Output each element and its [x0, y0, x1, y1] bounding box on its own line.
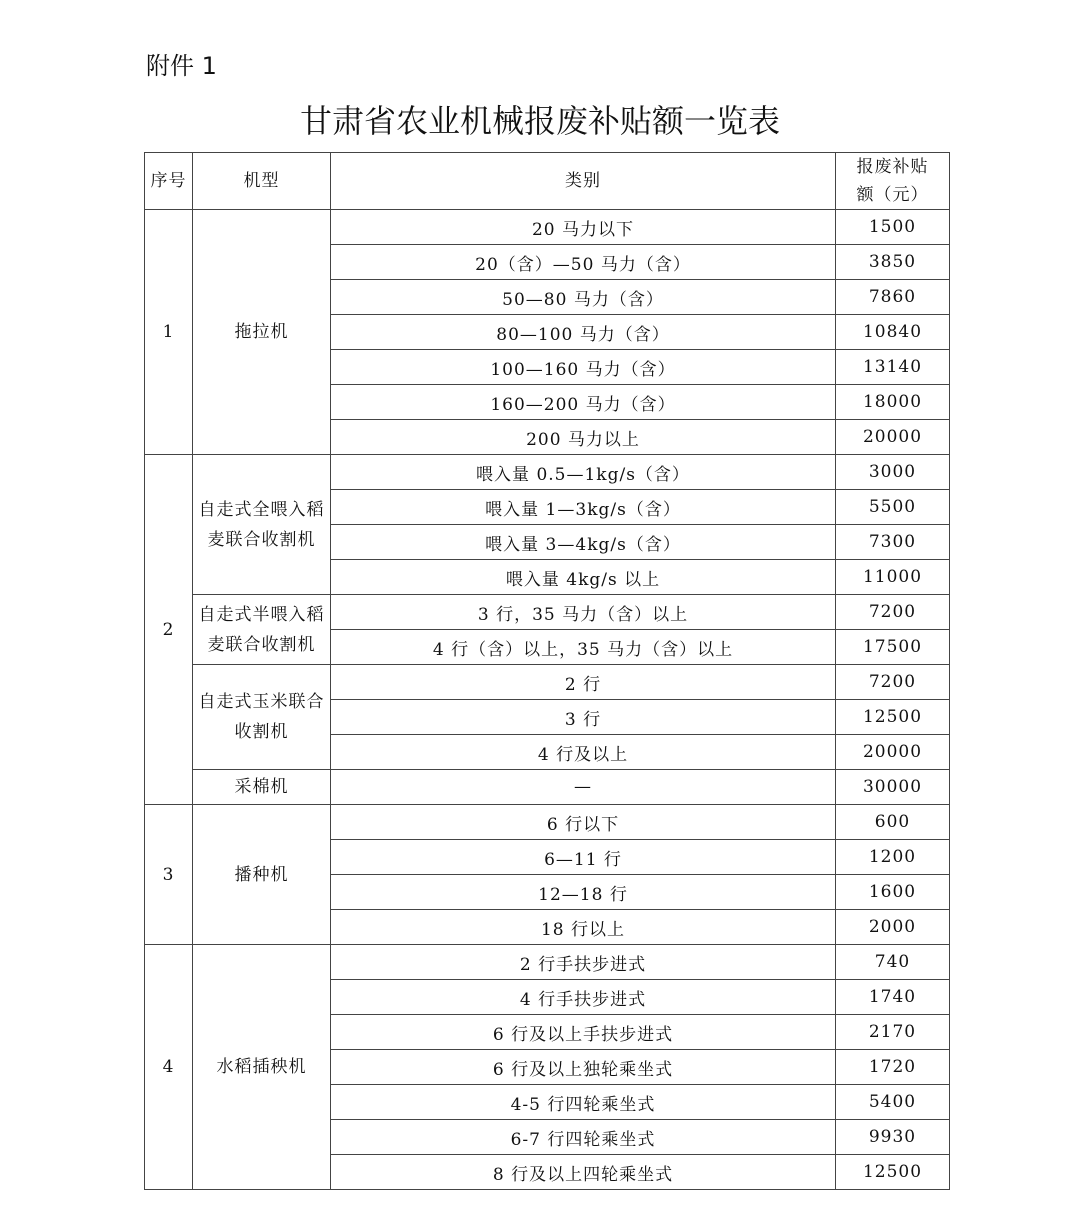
- subsidy-table: [144, 152, 950, 1190]
- machine-type: 自走式玉米联合收割机: [193, 665, 331, 770]
- table-row: [145, 455, 950, 490]
- group-number: 1: [145, 210, 193, 455]
- amount-cell: 12500: [836, 700, 950, 735]
- amount-cell: 5500: [836, 490, 950, 525]
- amount-cell: 7200: [836, 595, 950, 630]
- amount-cell: 11000: [836, 560, 950, 595]
- amount-cell: 10840: [836, 315, 950, 350]
- amount-cell: 1500: [836, 210, 950, 245]
- amount-cell: 1720: [836, 1050, 950, 1085]
- amount-cell: 1740: [836, 980, 950, 1015]
- machine-type: 拖拉机: [193, 210, 331, 455]
- category-cell: 4 行（含）以上，35 马力（含）以上: [331, 630, 836, 665]
- category-cell: 3 行: [331, 700, 836, 735]
- amount-cell: 7300: [836, 525, 950, 560]
- table-body: [145, 210, 950, 1190]
- category-cell: 50—80 马力（含）: [331, 280, 836, 315]
- amount-cell: 18000: [836, 385, 950, 420]
- category-cell: 6—11 行: [331, 840, 836, 875]
- table-row: [145, 770, 950, 805]
- table-header-row: [145, 153, 950, 210]
- header-category: 类别: [331, 153, 836, 210]
- category-cell: 喂入量 4kg/s 以上: [331, 560, 836, 595]
- category-cell: 4 行及以上: [331, 735, 836, 770]
- amount-cell: 7860: [836, 280, 950, 315]
- amount-cell: 12500: [836, 1155, 950, 1190]
- header-amount: [836, 153, 950, 210]
- table-row: [145, 805, 950, 840]
- category-cell: 4 行手扶步进式: [331, 980, 836, 1015]
- amount-cell: 30000: [836, 770, 950, 805]
- amount-cell: 740: [836, 945, 950, 980]
- category-cell: 喂入量 1—3kg/s（含）: [331, 490, 836, 525]
- machine-type: 水稻插秧机: [193, 945, 331, 1190]
- machine-type: 采棉机: [193, 770, 331, 805]
- category-cell: 喂入量 3—4kg/s（含）: [331, 525, 836, 560]
- category-cell: 2 行手扶步进式: [331, 945, 836, 980]
- amount-cell: 2170: [836, 1015, 950, 1050]
- category-cell: 100—160 马力（含）: [331, 350, 836, 385]
- category-cell: 6 行及以上独轮乘坐式: [331, 1050, 836, 1085]
- table-row: [145, 945, 950, 980]
- header-amount-text: 报废补贴额（元）: [856, 157, 929, 205]
- header-no: 序号: [145, 153, 193, 210]
- amount-cell: 20000: [836, 420, 950, 455]
- amount-cell: 1600: [836, 875, 950, 910]
- amount-cell: 5400: [836, 1085, 950, 1120]
- category-cell: 160—200 马力（含）: [331, 385, 836, 420]
- page-title: 甘肃省农业机械报废补贴额一览表: [299, 102, 780, 140]
- amount-cell: 20000: [836, 735, 950, 770]
- table-row: [145, 665, 950, 700]
- category-cell: 6-7 行四轮乘坐式: [331, 1120, 836, 1155]
- category-cell: 12—18 行: [331, 875, 836, 910]
- category-cell: 6 行以下: [331, 805, 836, 840]
- table-row: [145, 595, 950, 630]
- category-cell: 20 马力以下: [331, 210, 836, 245]
- category-cell: 喂入量 0.5—1kg/s（含）: [331, 455, 836, 490]
- table-row: [145, 210, 950, 245]
- category-cell: 3 行，35 马力（含）以上: [331, 595, 836, 630]
- amount-cell: 13140: [836, 350, 950, 385]
- header-machine: 机型: [193, 153, 331, 210]
- amount-cell: 3000: [836, 455, 950, 490]
- machine-type: 自走式全喂入稻麦联合收割机: [193, 455, 331, 595]
- group-number: 2: [145, 455, 193, 805]
- category-cell: 6 行及以上手扶步进式: [331, 1015, 836, 1050]
- amount-cell: 7200: [836, 665, 950, 700]
- category-cell: 200 马力以上: [331, 420, 836, 455]
- amount-cell: 17500: [836, 630, 950, 665]
- category-cell: 4-5 行四轮乘坐式: [331, 1085, 836, 1120]
- amount-cell: 1200: [836, 840, 950, 875]
- group-number: 3: [145, 805, 193, 945]
- category-cell: 2 行: [331, 665, 836, 700]
- category-cell: —: [331, 770, 836, 805]
- category-cell: 80—100 马力（含）: [331, 315, 836, 350]
- group-number: 4: [145, 945, 193, 1190]
- category-cell: 18 行以上: [331, 910, 836, 945]
- machine-type: 播种机: [193, 805, 331, 945]
- category-cell: 20（含）—50 马力（含）: [331, 245, 836, 280]
- attachment-label: 附件 1: [146, 52, 217, 80]
- machine-type: 自走式半喂入稻麦联合收割机: [193, 595, 331, 665]
- amount-cell: 2000: [836, 910, 950, 945]
- amount-cell: 9930: [836, 1120, 950, 1155]
- amount-cell: 600: [836, 805, 950, 840]
- amount-cell: 3850: [836, 245, 950, 280]
- category-cell: 8 行及以上四轮乘坐式: [331, 1155, 836, 1190]
